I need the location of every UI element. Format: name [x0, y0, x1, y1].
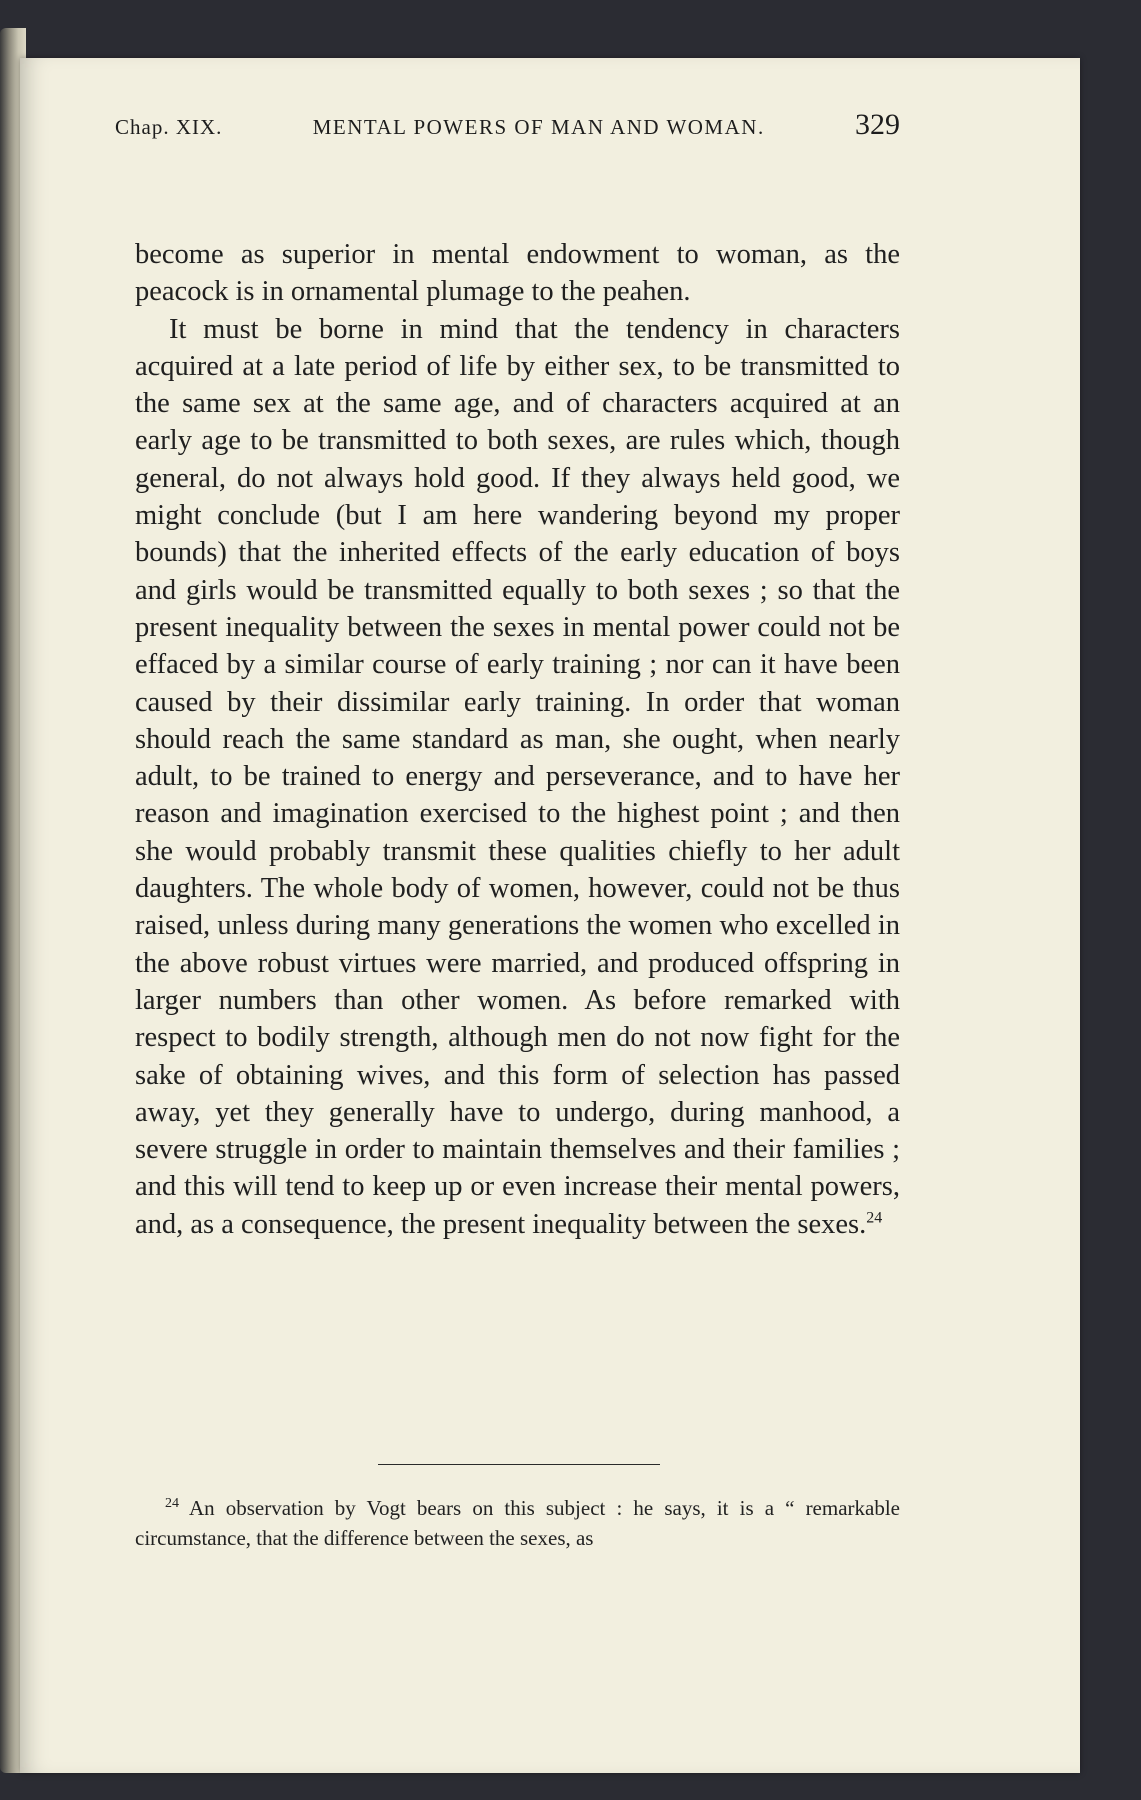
paragraph	[135, 311, 900, 1243]
footnote-text: An observation by Vogt bears on this subject : he says, it is a “ remarkable circumstance, that the difference between the sexes, as	[135, 1496, 901, 1550]
footnote-reference[interactable]: 24	[866, 1209, 883, 1227]
body-text	[135, 236, 900, 1243]
footnote-divider	[378, 1464, 660, 1465]
chapter-label: Chap. XIX.	[115, 115, 223, 139]
page-number: 329	[854, 108, 900, 141]
paragraph: become as superior in mental endowment to woman, as the peacock is in ornamental plumage to the peahen.	[135, 239, 900, 308]
footnote	[135, 1493, 900, 1553]
running-title: MENTAL POWERS OF MAN AND WOMAN.	[312, 115, 765, 139]
footnote-marker: 24	[165, 1496, 179, 1511]
paragraph-text: It must be borne in mind that the tendency in characters acquired at a late period of life by either sex, to be transmitted to the same sex at the same age, and of characters acquired at an early age to be transmitted to both sexes, are rules which, though general, do not always hold good. If they always held good, we might conclude (but I am here wandering beyond my proper bounds) that the inherited effects of the early education of boys and girls would be transmitted equally to both sexes ; so that the present inequality between the sexes in mental power could not be effaced by a similar course of early training ; nor can it have been caused by their dissimilar early training. In order that woman should reach the same standard as man, she ought, when nearly adult, to be trained to energy and perseverance, and to have her reason and imagination exercised to the highest point ; and then she would probably transmit these qualities chiefly to her adult daughters. The whole body of women, however, could not be thus raised, unless during many generations the women who excelled in the above robust virtues were married, and produced offspring in larger numbers than other women. As before remarked with respect to bodily strength, although men do not now fight for the sake of obtaining wives, and this form of selection has passed away, yet they generally have to undergo, during manhood, a severe struggle in order to maintain themselves and their families ; and this will tend to keep up or even increase their mental powers, and, as a consequence, the present inequality between the sexes.	[135, 313, 900, 1240]
running-header	[115, 108, 900, 142]
